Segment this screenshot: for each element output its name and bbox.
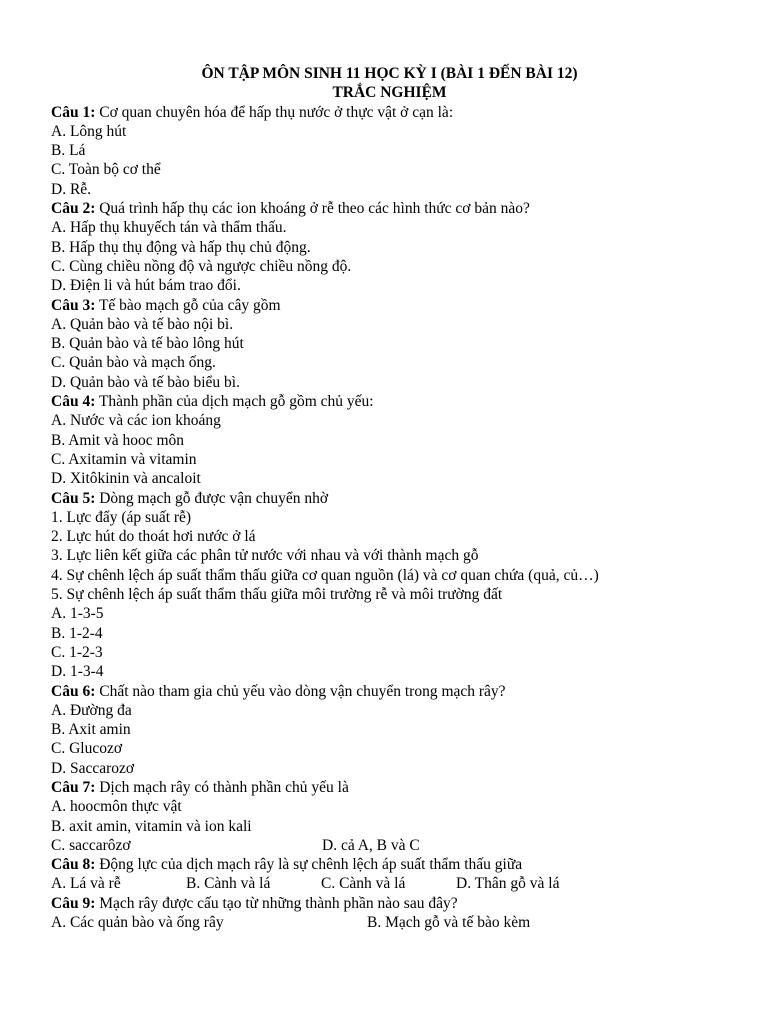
option: A. Các quản bào và ống rây [51, 914, 224, 932]
question-label: Câu 8: [51, 856, 96, 874]
option: B. axit amin, vitamin và ion kali [51, 817, 252, 835]
option: A. Lá và rễ [51, 875, 121, 893]
statement: 1. Lực đẩy (áp suất rễ) [51, 508, 192, 526]
option: C. Quản bào và mạch ống. [51, 354, 216, 372]
option: B. Mạch gỗ và tế bào kèm [367, 914, 531, 932]
option: C. Glucozơ [51, 740, 123, 758]
option: B. 1-2-4 [51, 624, 103, 642]
question-label: Câu 6: [51, 682, 96, 700]
option: C. Cành và lá [321, 875, 406, 893]
option: B. Quản bào và tế bào lông hút [51, 335, 244, 353]
option: C. 1-2-3 [51, 643, 103, 661]
document-subtitle: TRẮC NGHIỆM [332, 84, 447, 102]
question-2 [51, 199, 728, 218]
question-7 [51, 778, 728, 797]
option: D. Xitôkinin và ancaloit [51, 470, 201, 488]
option: D. 1-3-4 [51, 663, 104, 681]
option: A. Quản bào và tế bào nội bì. [51, 315, 234, 333]
question-text: Dòng mạch gỗ được vận chuyển nhờ [95, 489, 329, 507]
option: C. saccarôzơ [51, 836, 131, 854]
question-label: Câu 2: [51, 200, 96, 218]
option: D. cả A, B và C [322, 836, 420, 854]
question-1 [51, 103, 728, 122]
question-label: Câu 7: [51, 778, 96, 796]
question-text: Động lực của dịch mạch rây là sự chênh lệch áp suất thẩm thấu giữa [95, 856, 523, 874]
option: B. Amit và hooc môn [51, 431, 185, 449]
option: B. Cành và lá [186, 875, 271, 893]
question-label: Câu 4: [51, 393, 96, 411]
option-row [51, 913, 728, 932]
question-text: Cơ quan chuyên hóa để hấp thụ nước ở thực vật ở cạn là: [95, 103, 454, 121]
question-8 [51, 855, 728, 874]
document-title: ÔN TẬP MÔN SINH 11 HỌC KỲ I (BÀI 1 ĐẾN BÀI 12) [201, 65, 578, 82]
question-3 [51, 296, 728, 315]
option: D. Rễ. [51, 180, 92, 198]
option: B. Lá [51, 142, 86, 160]
statement: 3. Lực liên kết giữa các phân tử nước với nhau và với thành mạch gỗ [51, 547, 479, 565]
option: C. Toàn bộ cơ thể [51, 161, 161, 179]
question-label: Câu 5: [51, 489, 96, 507]
option: D. Điện li và hút bám trao đổi. [51, 277, 241, 295]
option: D. Saccarozơ [51, 759, 135, 777]
question-text: Quá trình hấp thụ các ion khoáng ở rễ theo các hình thức cơ bản nào? [95, 200, 530, 218]
option: A. Đường đa [51, 701, 132, 719]
question-label: Câu 1: [51, 103, 96, 121]
option: C. Cùng chiều nồng độ và ngược chiều nồng độ. [51, 257, 352, 275]
question-label: Câu 9: [51, 894, 96, 912]
question-text: Tế bào mạch gỗ của cây gồm [95, 296, 281, 314]
question-label: Câu 3: [51, 296, 96, 314]
question-text: Chất nào tham gia chủ yếu vào dòng vận chuyển trong mạch rây? [95, 682, 506, 700]
option: C. Axitamin và vitamin [51, 450, 197, 468]
question-text: Dịch mạch rây có thành phần chủ yếu là [95, 778, 349, 796]
statement: 5. Sự chênh lệch áp suất thẩm thấu giữa môi trường rễ và môi trường đất [51, 586, 503, 604]
option: B. Axit amin [51, 721, 131, 739]
question-text: Thành phần của dịch mạch gỗ gồm chủ yếu: [95, 393, 374, 411]
option: A. Lông hút [51, 122, 127, 140]
option-row [51, 874, 728, 893]
option: D. Thân gỗ và lá [456, 875, 560, 893]
option: A. 1-3-5 [51, 605, 104, 623]
question-9 [51, 894, 728, 913]
option: A. Nước và các ion khoáng [51, 412, 221, 430]
question-text: Mạch rây được cấu tạo từ những thành phần nào sau đây? [95, 894, 458, 912]
question-5 [51, 489, 728, 508]
option-row [51, 836, 728, 855]
option: A. hoocmôn thực vật [51, 798, 182, 816]
option: B. Hấp thụ thụ động và hấp thụ chủ động. [51, 238, 311, 256]
option: A. Hấp thụ khuyếch tán và thẩm thấu. [51, 219, 287, 237]
question-6 [51, 682, 728, 701]
option: D. Quản bào và tế bào biểu bì. [51, 373, 240, 391]
statement: 4. Sự chênh lệch áp suất thẩm thấu giữa cơ quan nguồn (lá) và cơ quan chứa (quả, củ…) [51, 566, 599, 584]
statement: 2. Lực hút do thoát hơi nước ở lá [51, 528, 256, 546]
question-4 [51, 392, 728, 411]
